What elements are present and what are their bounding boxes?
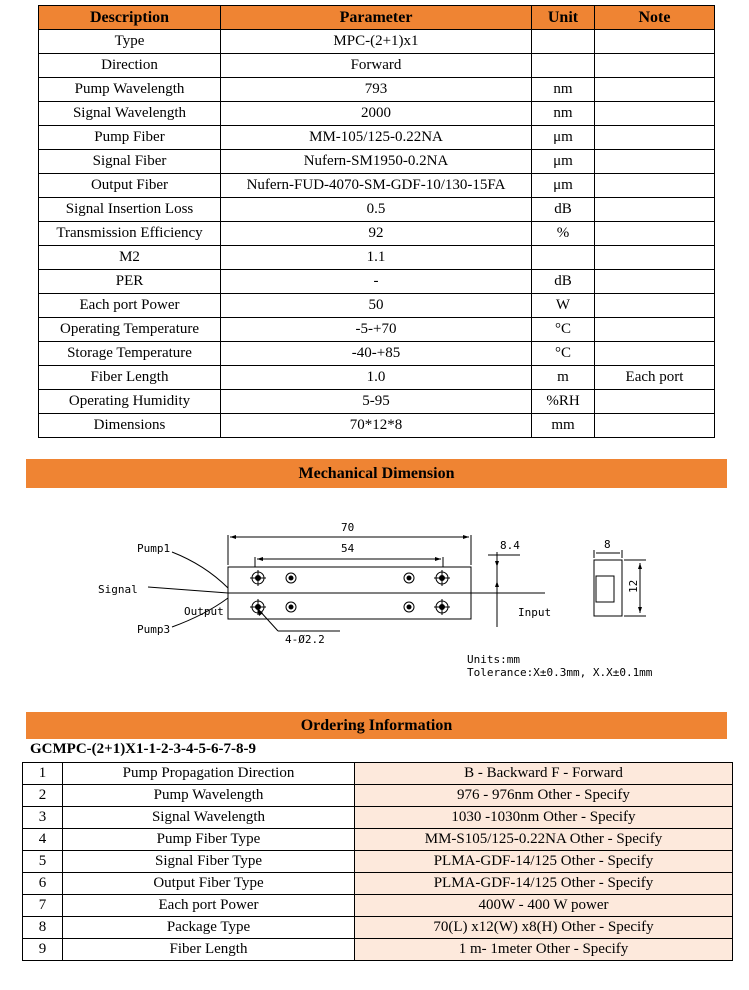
- order-num: 7: [23, 895, 63, 917]
- table-row: [39, 342, 715, 366]
- spec-table: [38, 5, 715, 438]
- label-output: Output: [184, 605, 224, 618]
- spec-unit: m: [532, 366, 595, 390]
- spec-param: Nufern-SM1950-0.2NA: [221, 150, 532, 174]
- spec-param: -5-+70: [221, 318, 532, 342]
- order-num: 8: [23, 917, 63, 939]
- order-num: 3: [23, 807, 63, 829]
- spec-param: 2000: [221, 102, 532, 126]
- spec-note: [595, 150, 715, 174]
- order-name: Output Fiber Type: [63, 873, 355, 895]
- ordering-information-heading: Ordering Information: [26, 712, 727, 739]
- table-row: [39, 318, 715, 342]
- spec-note: [595, 390, 715, 414]
- spec-note: [595, 54, 715, 78]
- order-value: 976 - 976nm Other - Specify: [355, 785, 733, 807]
- table-row: [39, 294, 715, 318]
- spec-desc: Signal Wavelength: [39, 102, 221, 126]
- spec-note: [595, 294, 715, 318]
- table-row: [39, 174, 715, 198]
- order-value: B - Backward F - Forward: [355, 763, 733, 785]
- header-unit: Unit: [532, 6, 595, 30]
- order-num: 6: [23, 873, 63, 895]
- spec-unit: W: [532, 294, 595, 318]
- table-row: [23, 807, 733, 829]
- order-name: Signal Wavelength: [63, 807, 355, 829]
- spec-note: [595, 30, 715, 54]
- spec-desc: M2: [39, 246, 221, 270]
- table-row: [39, 150, 715, 174]
- spec-unit: dB: [532, 198, 595, 222]
- label-input: Input: [518, 606, 552, 619]
- spec-param: 50: [221, 294, 532, 318]
- spec-param: 0.5: [221, 198, 532, 222]
- side-view: [594, 560, 622, 616]
- spec-desc: Dimensions: [39, 414, 221, 438]
- order-value: MM-S105/125-0.22NA Other - Specify: [355, 829, 733, 851]
- mechanical-drawing: [0, 505, 749, 695]
- spec-note: [595, 126, 715, 150]
- spec-desc: Operating Temperature: [39, 318, 221, 342]
- spec-desc: Fiber Length: [39, 366, 221, 390]
- spec-unit: [532, 30, 595, 54]
- order-value: PLMA-GDF-14/125 Other - Specify: [355, 851, 733, 873]
- spec-param: 5-95: [221, 390, 532, 414]
- order-name: Fiber Length: [63, 939, 355, 961]
- order-num: 4: [23, 829, 63, 851]
- spec-unit: μm: [532, 126, 595, 150]
- mechanical-dimension-heading: Mechanical Dimension: [26, 459, 727, 488]
- spec-desc: Signal Insertion Loss: [39, 198, 221, 222]
- table-row: [39, 78, 715, 102]
- spec-unit: %: [532, 222, 595, 246]
- spec-desc: Output Fiber: [39, 174, 221, 198]
- pump1-fiber: [172, 552, 228, 588]
- table-row: [23, 895, 733, 917]
- table-row: [39, 54, 715, 78]
- order-value: 70(L) x12(W) x8(H) Other - Specify: [355, 917, 733, 939]
- order-name: Pump Wavelength: [63, 785, 355, 807]
- spec-unit: %RH: [532, 390, 595, 414]
- spec-param: MPC-(2+1)x1: [221, 30, 532, 54]
- spec-unit: °C: [532, 342, 595, 366]
- table-row: [39, 366, 715, 390]
- table-row: [39, 102, 715, 126]
- table-row: [23, 785, 733, 807]
- table-row: [39, 414, 715, 438]
- spec-unit: [532, 246, 595, 270]
- spec-desc: Pump Wavelength: [39, 78, 221, 102]
- spec-desc: Pump Fiber: [39, 126, 221, 150]
- spec-desc: Storage Temperature: [39, 342, 221, 366]
- spec-desc: Operating Humidity: [39, 390, 221, 414]
- order-num: 1: [23, 763, 63, 785]
- spec-param: -: [221, 270, 532, 294]
- dim-12: 12: [627, 579, 640, 593]
- order-num: 5: [23, 851, 63, 873]
- header-description: Description: [39, 6, 221, 30]
- label-signal: Signal: [98, 583, 138, 596]
- table-row: [23, 763, 733, 785]
- label-pump3: Pump3: [137, 623, 171, 636]
- table-row: [39, 390, 715, 414]
- dim-54: 54: [341, 542, 355, 555]
- table-row: [23, 873, 733, 895]
- signal-fiber: [148, 587, 228, 593]
- spec-unit: μm: [532, 174, 595, 198]
- spec-desc: Direction: [39, 54, 221, 78]
- spec-unit: μm: [532, 150, 595, 174]
- table-row: [39, 30, 715, 54]
- units-note: Units:mm: [467, 653, 520, 666]
- order-name: Pump Fiber Type: [63, 829, 355, 851]
- order-value: PLMA-GDF-14/125 Other - Specify: [355, 873, 733, 895]
- spec-unit: nm: [532, 102, 595, 126]
- spec-note: [595, 342, 715, 366]
- spec-note: [595, 414, 715, 438]
- spec-header-row: [39, 6, 715, 30]
- table-row: [39, 222, 715, 246]
- spec-param: 1.0: [221, 366, 532, 390]
- order-name: Each port Power: [63, 895, 355, 917]
- label-pump1: Pump1: [137, 542, 171, 555]
- spec-note: Each port: [595, 366, 715, 390]
- dim-70: 70: [341, 521, 355, 534]
- spec-note: [595, 78, 715, 102]
- table-row: [23, 917, 733, 939]
- spec-param: -40-+85: [221, 342, 532, 366]
- table-row: [39, 198, 715, 222]
- spec-note: [595, 222, 715, 246]
- spec-desc: Type: [39, 30, 221, 54]
- order-name: Signal Fiber Type: [63, 851, 355, 873]
- tolerance-note: Tolerance:X±0.3mm, X.X±0.1mm: [467, 666, 653, 679]
- table-row: [39, 270, 715, 294]
- spec-note: [595, 174, 715, 198]
- spec-note: [595, 246, 715, 270]
- spec-unit: nm: [532, 78, 595, 102]
- spec-note: [595, 270, 715, 294]
- spec-note: [595, 318, 715, 342]
- header-parameter: Parameter: [221, 6, 532, 30]
- spec-param: Nufern-FUD-4070-SM-GDF-10/130-15FA: [221, 174, 532, 198]
- spec-desc: Signal Fiber: [39, 150, 221, 174]
- spec-param: 1.1: [221, 246, 532, 270]
- spec-note: [595, 198, 715, 222]
- table-row: [23, 939, 733, 961]
- order-value: 1030 -1030nm Other - Specify: [355, 807, 733, 829]
- order-value: 400W - 400 W power: [355, 895, 733, 917]
- dim-8-4: 8.4: [500, 539, 520, 552]
- hole-callout: 4-Ø2.2: [285, 633, 325, 646]
- spec-param: Forward: [221, 54, 532, 78]
- table-row: [23, 829, 733, 851]
- spec-unit: mm: [532, 414, 595, 438]
- order-name: Pump Propagation Direction: [63, 763, 355, 785]
- table-row: [23, 851, 733, 873]
- spec-unit: [532, 54, 595, 78]
- order-num: 2: [23, 785, 63, 807]
- table-row: [39, 126, 715, 150]
- spec-desc: PER: [39, 270, 221, 294]
- ordering-table: [22, 762, 733, 961]
- spec-desc: Transmission Efficiency: [39, 222, 221, 246]
- order-value: 1 m- 1meter Other - Specify: [355, 939, 733, 961]
- spec-param: 92: [221, 222, 532, 246]
- order-name: Package Type: [63, 917, 355, 939]
- spec-param: 793: [221, 78, 532, 102]
- spec-param: 70*12*8: [221, 414, 532, 438]
- spec-unit: dB: [532, 270, 595, 294]
- table-row: [39, 246, 715, 270]
- order-num: 9: [23, 939, 63, 961]
- dim-8: 8: [604, 538, 611, 551]
- model-code: GCMPC-(2+1)X1-1-2-3-4-5-6-7-8-9: [30, 741, 256, 757]
- spec-note: [595, 102, 715, 126]
- spec-desc: Each port Power: [39, 294, 221, 318]
- spec-param: MM-105/125-0.22NA: [221, 126, 532, 150]
- header-note: Note: [595, 6, 715, 30]
- spec-unit: °C: [532, 318, 595, 342]
